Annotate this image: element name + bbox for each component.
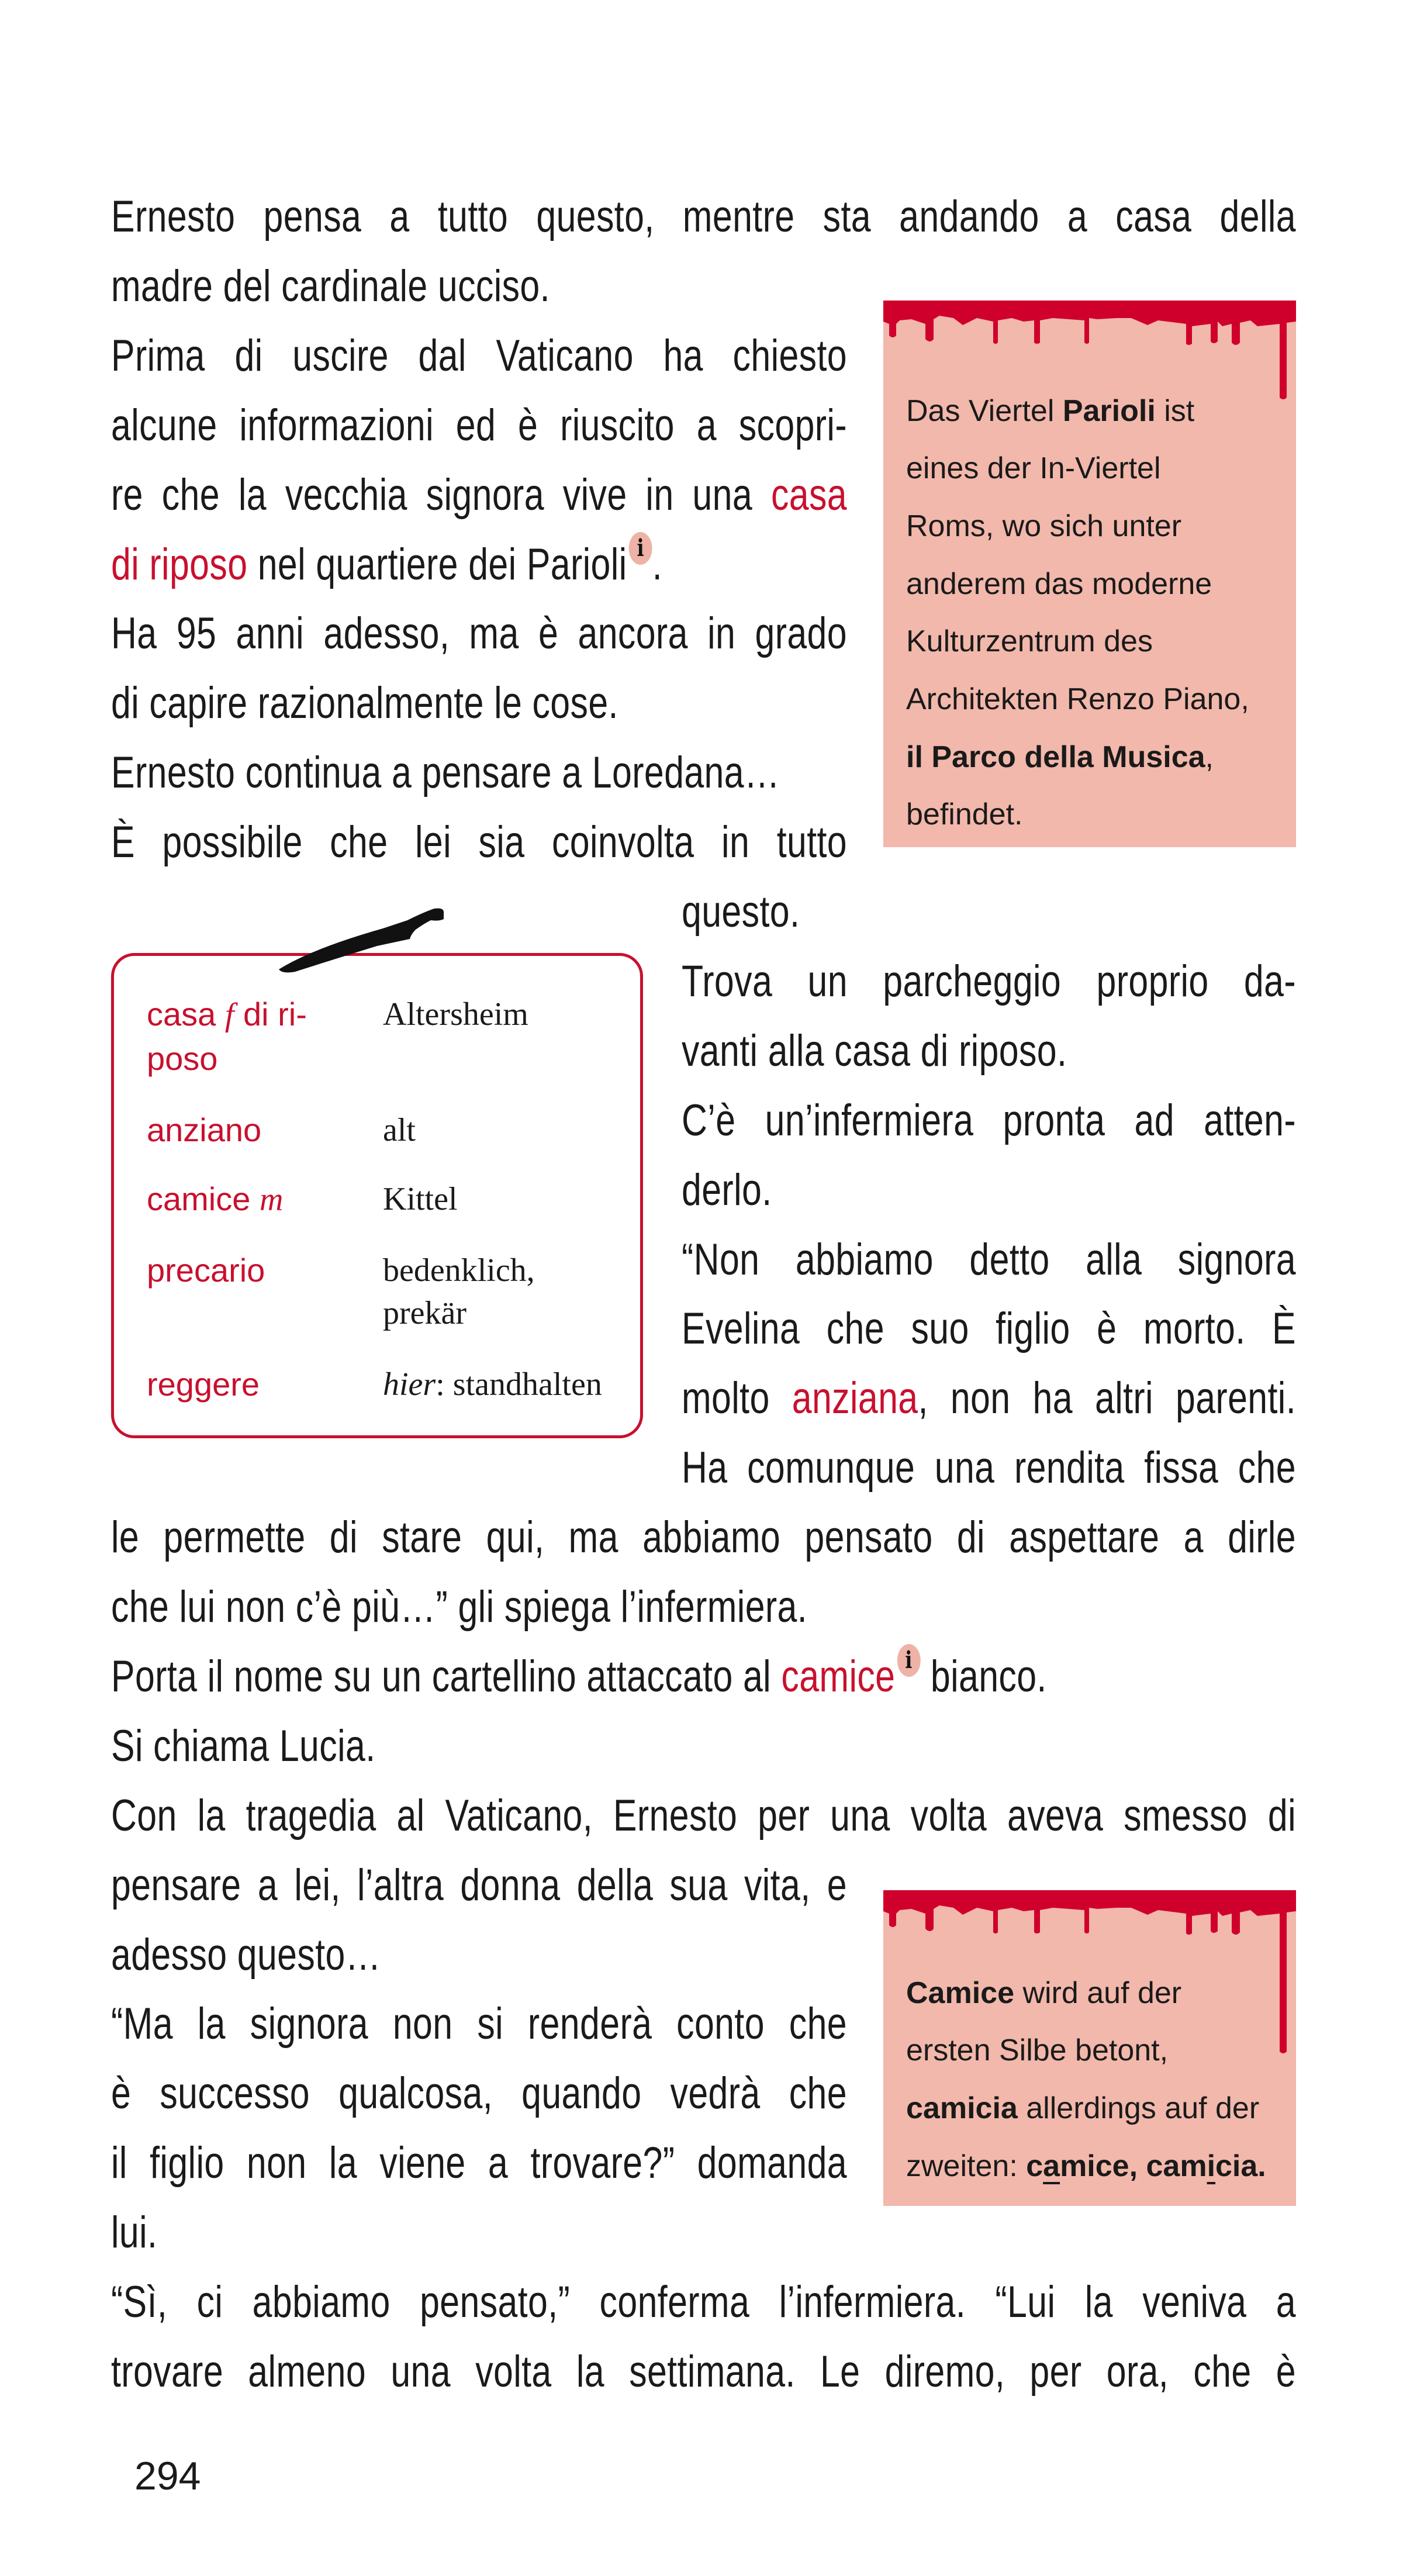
- text-line-content: [111, 1920, 847, 1990]
- text-line: [682, 877, 1296, 947]
- text-line-content: [111, 2267, 1296, 2337]
- tip-text: ,: [1205, 740, 1214, 774]
- text-line: [111, 2337, 1296, 2406]
- text-line-content: [111, 1781, 1296, 1850]
- tip-bold-term: il Parco della Musica: [906, 740, 1205, 774]
- glossary-term: casa: [770, 469, 847, 520]
- gender-marker: f: [224, 997, 234, 1033]
- text-segment: le permette di stare qui, ma abbiamo pensato di aspettare a dirle: [111, 1513, 1296, 1563]
- text-line-content: [111, 530, 847, 599]
- text-segment: di capire razionalmente le cose.: [111, 678, 618, 728]
- text-segment: vanti alla casa di riposo.: [682, 1025, 1067, 1076]
- text-line: [111, 1781, 1296, 1850]
- vocab-word: reggere: [147, 1366, 260, 1403]
- gender-marker: m: [259, 1182, 284, 1218]
- text-line-content: [682, 1433, 1296, 1503]
- text-segment: alcune informazioni ed è riuscito a scopri-: [111, 400, 847, 450]
- text-line: [111, 530, 847, 599]
- knife-icon: [278, 906, 447, 976]
- vocab-translation: alt: [383, 1112, 416, 1148]
- vocabulary-box: [111, 953, 643, 1438]
- tip-text: wird auf der: [1014, 1976, 1182, 2010]
- text-line-content: [111, 460, 847, 530]
- text-line-content: [111, 1572, 1296, 1642]
- text-line-content: [111, 1642, 1296, 1711]
- stressed-syllable: i: [1207, 2149, 1216, 2183]
- text-line: [111, 1642, 1296, 1711]
- glossary-term: camice: [781, 1651, 896, 1701]
- text-line-content: [111, 391, 847, 460]
- text-line: [111, 182, 1296, 251]
- vocab-word: precario: [147, 1252, 265, 1289]
- tip-text: zweiten:: [906, 2149, 1027, 2183]
- vocab-translation: Kittel: [383, 1181, 458, 1217]
- text-line: [111, 2267, 1296, 2337]
- tip-text: cia.: [1215, 2149, 1266, 2183]
- tip-bold-term: Camice: [906, 1976, 1014, 2010]
- vocab-word-text: camice: [147, 1180, 260, 1217]
- text-line: [111, 738, 847, 807]
- text-line: [682, 947, 1296, 1016]
- text-line-content: [111, 1989, 847, 2059]
- vocab-translation: bedenklich,: [383, 1252, 535, 1289]
- text-line: [111, 2128, 847, 2198]
- tip-line: anderem das moderne: [906, 567, 1212, 601]
- tip-line: befindet.: [906, 797, 1023, 831]
- text-segment: Trova un parcheggio proprio da-: [682, 956, 1296, 1006]
- text-line: [111, 2198, 847, 2267]
- text-line: [111, 1989, 847, 2059]
- tip-text: c: [1026, 2149, 1043, 2183]
- stressed-syllable: a: [1043, 2149, 1060, 2183]
- text-line: [111, 1850, 847, 1920]
- text-line-content: [682, 877, 1296, 947]
- vocab-translation: prekär: [383, 1295, 467, 1331]
- tip-bold-term: camicia: [906, 2091, 1018, 2125]
- text-line: [682, 1433, 1296, 1503]
- text-line-content: [682, 1155, 1296, 1225]
- text-segment: molto: [682, 1373, 792, 1424]
- text-line: [682, 1225, 1296, 1294]
- tip-line: [906, 2080, 1259, 2137]
- text-segment: C’è un’infermiera pronta ad atten-: [682, 1095, 1296, 1145]
- tip-line: [906, 728, 1214, 786]
- vocab-translation: [383, 1364, 602, 1405]
- text-segment: , non ha altri parenti.: [918, 1373, 1296, 1424]
- text-segment: bianco.: [920, 1651, 1047, 1701]
- text-segment: Si chiama Lucia.: [111, 1721, 376, 1771]
- tip-line: [906, 2138, 1266, 2195]
- glossary-term: anziana: [792, 1373, 918, 1424]
- tip-line: Architekten Renzo Piano,: [906, 682, 1249, 716]
- vocab-translation-text: : standhalten: [436, 1366, 602, 1403]
- text-line-content: [682, 947, 1296, 1016]
- text-line: [111, 1572, 1296, 1642]
- tip-line: Kulturzentrum des: [906, 624, 1153, 658]
- text-line: [682, 1363, 1296, 1433]
- text-segment: “Ma la signora non si renderà conto che: [111, 1999, 847, 2049]
- info-icon[interactable]: i: [629, 532, 652, 565]
- text-segment: Con la tragedia al Vaticano, Ernesto per una volta aveva smesso di: [111, 1790, 1296, 1841]
- tip-line: Roms, wo sich unter: [906, 509, 1182, 543]
- text-line: [111, 1503, 1296, 1572]
- vocab-translation: Altersheim: [383, 996, 528, 1033]
- text-segment: madre del cardinale ucciso.: [111, 261, 550, 311]
- text-line-content: [111, 182, 1296, 251]
- glossary-term: di riposo: [111, 539, 248, 589]
- vocab-word: poso: [147, 1040, 218, 1077]
- text-segment: il figlio non la viene a trovare?” domanda: [111, 2138, 847, 2188]
- text-line-content: [111, 1850, 847, 1920]
- text-segment: adesso questo…: [111, 1929, 381, 1980]
- tip-line: [906, 382, 1194, 440]
- info-box-camice: [883, 1890, 1296, 2206]
- text-segment: trovare almeno una volta la settimana. Le diremo, per ora, che è: [111, 2346, 1296, 2397]
- text-line-content: [682, 1294, 1296, 1363]
- text-line-content: [111, 2198, 847, 2267]
- text-segment: nel quartiere dei Parioli: [247, 539, 627, 589]
- text-line-content: [111, 738, 847, 807]
- tip-text: ist: [1155, 394, 1195, 428]
- vocab-word: anziano: [147, 1111, 262, 1148]
- text-line: [682, 1086, 1296, 1155]
- text-line-content: [111, 599, 847, 668]
- text-line-content: [682, 1086, 1296, 1155]
- text-segment: è successo qualcosa, quando vedrà che: [111, 2069, 847, 2119]
- vocab-word-text: di ri-: [234, 996, 307, 1033]
- vocab-word: [147, 1179, 283, 1220]
- text-segment: lui.: [111, 2208, 158, 2258]
- text-line: [682, 1294, 1296, 1363]
- text-line: [111, 321, 847, 391]
- vocab-word: [147, 994, 307, 1035]
- tip-line: ersten Silbe betont,: [906, 2033, 1169, 2067]
- usage-note: hier: [383, 1366, 436, 1403]
- text-segment: Porta il nome su un cartellino attaccato al: [111, 1651, 782, 1701]
- text-segment: Ha comunque una rendita fissa che: [682, 1443, 1296, 1493]
- text-line-content: [682, 1016, 1296, 1086]
- text-segment: Prima di uscire dal Vaticano ha chiesto: [111, 330, 847, 381]
- tip-line: eines der In-Viertel: [906, 451, 1161, 485]
- info-box-parioli: [883, 301, 1296, 847]
- text-line-content: [111, 1503, 1296, 1572]
- text-line-content: [111, 1711, 1296, 1781]
- text-segment: Evelina che suo figlio è morto. È: [682, 1304, 1296, 1354]
- text-line: [111, 599, 847, 668]
- text-line-content: [111, 2337, 1296, 2406]
- info-icon[interactable]: i: [897, 1644, 921, 1677]
- text-line-content: [111, 2059, 847, 2128]
- text-line: [682, 1016, 1296, 1086]
- text-line-content: [682, 1363, 1296, 1433]
- page-number: 294: [134, 2454, 201, 2498]
- text-line: [111, 460, 847, 530]
- text-line: [111, 391, 847, 460]
- text-segment: Ernesto pensa a tutto questo, mentre sta andando a casa della: [111, 192, 1296, 241]
- text-line: [682, 1155, 1296, 1225]
- text-segment: re che la vecchia signora vive in una: [111, 469, 771, 520]
- tip-text: mice, cam: [1060, 2149, 1207, 2183]
- text-segment: questo.: [682, 887, 800, 937]
- text-segment: che lui non c’è più…” gli spiega l’infermiera.: [111, 1582, 808, 1632]
- text-segment: Ha 95 anni adesso, ma è ancora in grado: [111, 609, 847, 659]
- text-line: [111, 1920, 847, 1990]
- text-segment: Ernesto continua a pensare a Loredana…: [111, 748, 780, 798]
- text-line-content: [682, 1225, 1296, 1294]
- text-line: [111, 807, 847, 877]
- text-line-content: [111, 2128, 847, 2198]
- tip-text: allerdings auf der: [1017, 2091, 1260, 2125]
- tip-bold-term: Parioli: [1062, 394, 1156, 428]
- text-segment: .: [652, 539, 663, 589]
- text-segment: “Sì, ci abbiamo pensato,” conferma l’infermiera. “Lui la veniva a: [111, 2277, 1296, 2327]
- text-line: [111, 668, 847, 738]
- text-line-content: [111, 321, 847, 391]
- tip-line: [906, 1964, 1181, 2022]
- text-segment: derlo.: [682, 1165, 772, 1215]
- stress-example: [1026, 2149, 1266, 2183]
- text-line: [111, 1711, 1296, 1781]
- text-line-content: [111, 807, 847, 877]
- text-line-content: [111, 668, 847, 738]
- vocab-word-text: casa: [147, 996, 225, 1033]
- text-segment: È possibile che lei sia coinvolta in tutto: [111, 817, 847, 868]
- tip-text: Das Viertel: [906, 394, 1063, 428]
- text-segment: “Non abbiamo detto alla signora: [682, 1234, 1296, 1284]
- text-segment: pensare a lei, l’altra donna della sua vita, e: [111, 1860, 847, 1910]
- text-line: [111, 2059, 847, 2128]
